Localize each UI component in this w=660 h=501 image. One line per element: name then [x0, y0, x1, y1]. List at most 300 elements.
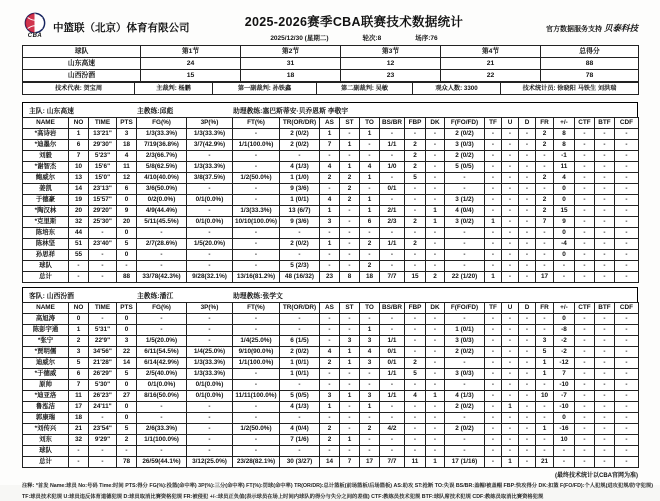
- cba-logo-icon: [22, 12, 48, 42]
- stat-cell: -: [380, 195, 405, 206]
- legend-line-2: TF:球员技术犯规 U:球员违反体育道德犯规 D:球员取消比赛资格犯规 FR:被侵犯 +/-:球员正负值(表示球员在场上时间内球队的得分与失分之间的差值) CTF:教练员技术犯规 BTF:球队席技术犯规 CDF:教练员取消比赛资格犯规: [22, 494, 544, 501]
- stat-cell: *迪墨尔: [23, 140, 69, 151]
- stat-cell: -: [595, 173, 615, 184]
- stat-cell: 1/1(100.0%): [137, 435, 187, 446]
- stat-cell: 22 (1/20): [445, 272, 485, 283]
- stat-cell: 44: [69, 228, 89, 239]
- stat-cell: -: [405, 424, 426, 435]
- table-row: [23, 261, 639, 272]
- stat-cell: 23/28(82.1%): [233, 457, 280, 468]
- stat-cell: -: [485, 206, 502, 217]
- stat-cell: -: [320, 314, 340, 325]
- stat-cell: 5: [536, 347, 554, 358]
- stat-cell: -: [340, 380, 360, 391]
- stat-cell: -: [89, 250, 117, 261]
- stat-cell: -: [89, 314, 117, 325]
- stat-cell: -: [536, 184, 554, 195]
- stat-cell: -: [575, 325, 595, 336]
- stat-cell: -: [187, 413, 233, 424]
- stat-cell: 9: [117, 206, 137, 217]
- stat-cell: 19: [69, 195, 89, 206]
- stat-cell: -: [89, 413, 117, 424]
- stat-cell: 1: [485, 217, 502, 228]
- column-header: FR: [536, 303, 554, 314]
- stat-cell: -: [405, 435, 426, 446]
- stat-cell: 3: [320, 217, 340, 228]
- table-row: [23, 162, 639, 173]
- stat-cell: 1: [320, 239, 340, 250]
- stat-cell: 9/28(32.1%): [187, 272, 233, 283]
- stat-cell: 2: [405, 151, 426, 162]
- stat-cell: 2: [320, 435, 340, 446]
- stat-cell: -: [502, 261, 519, 272]
- stat-cell: 1/5(20.0%): [187, 239, 233, 250]
- stat-cell: -: [320, 250, 340, 261]
- stat-cell: 1/3(33.3%): [137, 129, 187, 140]
- column-header: NAME: [23, 303, 69, 314]
- column-header: 3P(%): [187, 303, 233, 314]
- stat-cell: -: [595, 457, 615, 468]
- column-header: U: [502, 303, 519, 314]
- stat-cell: 15'6": [89, 162, 117, 173]
- stat-cell: 1/3(33.3%): [187, 162, 233, 173]
- stat-cell: -: [595, 129, 615, 140]
- stat-cell: -: [340, 217, 360, 228]
- stat-cell: -: [405, 314, 426, 325]
- stat-cell: 78: [117, 457, 137, 468]
- stat-cell: -: [187, 314, 233, 325]
- stat-cell: 32: [69, 217, 89, 228]
- stat-cell: -: [69, 446, 89, 457]
- stat-cell: 0: [554, 250, 575, 261]
- stat-cell: 1 (0/1): [280, 358, 320, 369]
- stat-cell: -: [575, 424, 595, 435]
- stat-cell: 陈培东: [23, 228, 69, 239]
- column-header: FBP: [405, 303, 426, 314]
- company-name: 中篮联（北京）体育有限公司: [53, 21, 190, 34]
- stat-cell: -: [615, 446, 639, 457]
- stat-cell: -: [233, 314, 280, 325]
- column-header: 第4节: [441, 46, 541, 58]
- stat-cell: 33/78(42.3%): [137, 272, 187, 283]
- stat-cell: 5'23": [89, 151, 117, 162]
- stat-cell: -: [426, 369, 445, 380]
- stat-cell: -: [426, 380, 445, 391]
- column-header: DK: [426, 303, 445, 314]
- stat-cell: 12: [117, 173, 137, 184]
- stat-cell: 1/1(100.0%): [233, 140, 280, 151]
- column-header: AS: [320, 118, 340, 129]
- stat-cell: -: [595, 206, 615, 217]
- stat-cell: -: [187, 435, 233, 446]
- stat-cell: -: [485, 402, 502, 413]
- stat-cell: -: [575, 129, 595, 140]
- stat-cell: 10/10(100.0%): [233, 217, 280, 228]
- stat-cell: 1/1: [380, 391, 405, 402]
- stat-cell: 31: [241, 58, 341, 70]
- stat-cell: 1: [426, 206, 445, 217]
- stat-cell: -: [575, 457, 595, 468]
- stat-cell: -: [502, 325, 519, 336]
- stat-cell: -: [485, 173, 502, 184]
- stat-cell: 1: [69, 129, 89, 140]
- stat-cell: -2: [554, 347, 575, 358]
- column-header: TF: [485, 118, 502, 129]
- table-row: [23, 336, 639, 347]
- stat-cell: -: [575, 217, 595, 228]
- stat-cell: -: [280, 228, 320, 239]
- stat-cell: 1: [426, 391, 445, 402]
- stat-cell: 2/5(40.0%): [137, 369, 187, 380]
- stat-cell: 1/2(50.0%): [233, 424, 280, 435]
- stat-cell: 2 (0/2): [445, 129, 485, 140]
- column-header: DK: [426, 118, 445, 129]
- stat-cell: -: [502, 435, 519, 446]
- stat-cell: 8: [554, 129, 575, 140]
- stat-cell: -: [360, 228, 380, 239]
- stat-cell: 0: [117, 413, 137, 424]
- stat-cell: 2: [536, 129, 554, 140]
- stat-cell: 11: [117, 162, 137, 173]
- stat-cell: -: [137, 314, 187, 325]
- stat-cell: -: [320, 184, 340, 195]
- stat-cell: 13'21": [89, 129, 117, 140]
- stat-cell: -: [187, 424, 233, 435]
- stat-cell: -: [340, 325, 360, 336]
- stat-cell: -: [426, 195, 445, 206]
- stat-cell: -: [117, 261, 137, 272]
- stat-cell: -: [485, 325, 502, 336]
- stat-cell: *张宁: [23, 336, 69, 347]
- stat-cell: -: [280, 314, 320, 325]
- stat-cell: -: [485, 336, 502, 347]
- stat-cell: -: [485, 195, 502, 206]
- stat-cell: -: [595, 402, 615, 413]
- stat-cell: -: [187, 402, 233, 413]
- stat-cell: -4: [554, 239, 575, 250]
- stat-cell: -: [137, 325, 187, 336]
- stat-cell: 山东高速: [23, 58, 141, 70]
- stat-cell: -: [405, 228, 426, 239]
- home-team-band: [22, 102, 638, 117]
- stat-cell: -: [575, 140, 595, 151]
- stat-cell: 高旭涛: [23, 314, 69, 325]
- stat-cell: -: [360, 140, 380, 151]
- stat-cell: 2: [360, 424, 380, 435]
- stat-cell: 1: [340, 358, 360, 369]
- stat-cell: -: [405, 446, 426, 457]
- stat-cell: -: [280, 380, 320, 391]
- stat-cell: -: [575, 173, 595, 184]
- stat-cell: 2 (0/2): [445, 424, 485, 435]
- stat-cell: -: [380, 250, 405, 261]
- stat-cell: -: [69, 261, 89, 272]
- round-label: 轮次:8: [362, 35, 382, 42]
- stat-cell: -: [69, 272, 89, 283]
- stat-cell: 观众人数: 3300: [413, 83, 501, 95]
- stat-cell: -: [485, 162, 502, 173]
- away-stats-table: [22, 302, 639, 468]
- stat-cell: -12: [554, 358, 575, 369]
- home-stats-table: [22, 117, 639, 283]
- stat-cell: -: [445, 261, 485, 272]
- stat-cell: 1: [320, 129, 340, 140]
- stat-cell: -: [485, 358, 502, 369]
- column-header: U: [502, 118, 519, 129]
- stat-cell: 1: [340, 347, 360, 358]
- column-header: FT(%): [233, 118, 280, 129]
- stat-cell: -: [615, 151, 639, 162]
- stat-cell: -: [615, 206, 639, 217]
- stat-cell: 11: [554, 162, 575, 173]
- stat-cell: 3/12(25.0%): [187, 457, 233, 468]
- column-header: FR: [536, 118, 554, 129]
- stat-cell: -: [615, 325, 639, 336]
- column-header: D: [519, 303, 536, 314]
- away-coach-label: 主教练:潘江: [137, 293, 174, 300]
- stat-cell: -: [445, 413, 485, 424]
- stat-cell: -: [519, 261, 536, 272]
- stat-cell: -: [360, 250, 380, 261]
- away-team-band: [22, 287, 638, 302]
- stat-cell: -: [519, 140, 536, 151]
- totals-row: [23, 457, 639, 468]
- stat-cell: 30 (3/27): [280, 457, 320, 468]
- stat-cell: -: [426, 239, 445, 250]
- column-header: +/-: [554, 118, 575, 129]
- stat-cell: 22: [117, 347, 137, 358]
- stat-cell: -: [405, 129, 426, 140]
- stat-cell: 13/16(81.2%): [233, 272, 280, 283]
- table-row: [23, 314, 639, 325]
- column-header: F(FO/FD): [445, 118, 485, 129]
- stat-cell: -: [380, 325, 405, 336]
- stat-cell: -: [340, 228, 360, 239]
- official-site-note: (最终技术统计以CBA官网为准): [555, 473, 638, 479]
- stat-cell: -: [320, 413, 340, 424]
- stat-cell: -: [595, 413, 615, 424]
- stat-cell: -: [320, 446, 340, 457]
- stat-cell: -: [595, 272, 615, 283]
- stat-cell: 1: [320, 206, 340, 217]
- header-row: [23, 118, 639, 129]
- stat-cell: 23'13": [89, 184, 117, 195]
- column-header: NAME: [23, 118, 69, 129]
- stat-cell: -: [426, 325, 445, 336]
- stat-cell: -: [536, 151, 554, 162]
- stat-cell: 8: [340, 272, 360, 283]
- stat-cell: -: [595, 228, 615, 239]
- stat-cell: -: [340, 424, 360, 435]
- stat-cell: -: [360, 446, 380, 457]
- stat-cell: 孙思祥: [23, 250, 69, 261]
- stat-cell: 刘毅: [23, 151, 69, 162]
- stat-cell: -: [519, 184, 536, 195]
- stat-cell: -: [69, 457, 89, 468]
- stat-cell: -: [536, 446, 554, 457]
- stat-cell: -: [405, 206, 426, 217]
- stat-cell: -: [595, 217, 615, 228]
- stat-cell: 88: [117, 272, 137, 283]
- stat-cell: -: [426, 129, 445, 140]
- stat-cell: 4: [320, 195, 340, 206]
- stat-cell: -: [426, 151, 445, 162]
- stat-cell: 3: [536, 336, 554, 347]
- stat-cell: 29'20": [89, 206, 117, 217]
- stat-cell: 23'54": [89, 424, 117, 435]
- table-row: [23, 217, 639, 228]
- stat-cell: -: [595, 380, 615, 391]
- stat-cell: 1: [360, 173, 380, 184]
- stat-cell: -: [502, 184, 519, 195]
- table-row: [23, 70, 639, 82]
- stat-cell: -: [485, 446, 502, 457]
- stat-cell: 1/1: [380, 336, 405, 347]
- stat-cell: 2 (0/2): [280, 140, 320, 151]
- stat-cell: -: [536, 325, 554, 336]
- stat-cell: 2: [405, 239, 426, 250]
- stat-cell: -: [536, 314, 554, 325]
- stat-cell: -: [615, 380, 639, 391]
- stat-cell: 13 (6/7): [280, 206, 320, 217]
- stat-cell: *谢智杰: [23, 162, 69, 173]
- stat-cell: -: [233, 239, 280, 250]
- support-brand: 贝泰科技: [603, 23, 638, 33]
- stat-cell: 2: [320, 358, 340, 369]
- stat-cell: 1: [502, 457, 519, 468]
- stat-cell: -: [340, 239, 360, 250]
- stat-cell: -: [575, 239, 595, 250]
- stat-cell: 球队: [23, 446, 69, 457]
- stat-cell: -: [519, 391, 536, 402]
- stat-cell: 技术代表: 贺宝周: [23, 83, 135, 95]
- stat-cell: 26'29": [89, 369, 117, 380]
- stat-cell: 27: [117, 391, 137, 402]
- stat-cell: 1: [426, 457, 445, 468]
- stat-cell: 4/10(40.0%): [137, 173, 187, 184]
- stat-cell: 13: [69, 173, 89, 184]
- stat-cell: 23: [341, 70, 441, 82]
- stat-cell: -: [485, 380, 502, 391]
- stat-cell: 2: [426, 272, 445, 283]
- stat-cell: 1 (0/1): [280, 369, 320, 380]
- stat-cell: 22'9": [89, 336, 117, 347]
- stat-cell: -: [615, 424, 639, 435]
- stat-cell: -: [615, 195, 639, 206]
- stat-cell: -: [502, 347, 519, 358]
- stat-cell: 3 (1/2): [445, 195, 485, 206]
- stat-cell: -: [575, 162, 595, 173]
- stat-cell: -: [595, 424, 615, 435]
- stat-cell: 0: [554, 228, 575, 239]
- stat-cell: -16: [554, 424, 575, 435]
- stat-cell: 20: [69, 206, 89, 217]
- stat-cell: *贾明儒: [23, 347, 69, 358]
- stat-cell: -: [575, 402, 595, 413]
- stat-cell: -: [615, 261, 639, 272]
- stat-cell: 1: [360, 402, 380, 413]
- stat-cell: 7/7: [380, 272, 405, 283]
- stat-cell: -: [502, 446, 519, 457]
- stat-cell: *陶汉林: [23, 206, 69, 217]
- stat-cell: -: [445, 228, 485, 239]
- stat-cell: -: [426, 336, 445, 347]
- stat-cell: -: [340, 369, 360, 380]
- stat-cell: *克里斯: [23, 217, 69, 228]
- stat-cell: 3: [360, 358, 380, 369]
- stat-cell: -: [595, 314, 615, 325]
- table-row: [23, 184, 639, 195]
- stat-cell: -: [519, 336, 536, 347]
- stat-cell: 迪威尔: [23, 358, 69, 369]
- stat-cell: -: [485, 347, 502, 358]
- stat-cell: 2 (0/2): [445, 402, 485, 413]
- stat-cell: -: [320, 261, 340, 272]
- stat-cell: -: [554, 272, 575, 283]
- stat-cell: -: [595, 446, 615, 457]
- stat-cell: -: [233, 402, 280, 413]
- stat-cell: 5: [117, 424, 137, 435]
- stat-cell: -: [233, 369, 280, 380]
- stat-cell: 88: [541, 58, 639, 70]
- stat-cell: 5'30": [89, 380, 117, 391]
- stat-cell: -: [426, 424, 445, 435]
- stat-cell: -2: [554, 336, 575, 347]
- stat-cell: -: [519, 347, 536, 358]
- stat-cell: -: [445, 250, 485, 261]
- stat-cell: -: [187, 184, 233, 195]
- stat-cell: -: [575, 228, 595, 239]
- stat-cell: -: [519, 173, 536, 184]
- stat-cell: -10: [554, 380, 575, 391]
- stat-cell: -: [485, 314, 502, 325]
- stat-cell: 1/2(50.0%): [233, 173, 280, 184]
- stat-cell: -: [502, 239, 519, 250]
- stat-cell: 3: [69, 347, 89, 358]
- stat-cell: 4/2: [380, 424, 405, 435]
- stat-cell: -: [485, 435, 502, 446]
- stat-cell: 4 (0/4): [445, 206, 485, 217]
- stat-cell: -: [137, 250, 187, 261]
- stat-cell: 1: [360, 195, 380, 206]
- top-header: [0, 0, 660, 45]
- stat-cell: -: [89, 272, 117, 283]
- stat-cell: -: [360, 184, 380, 195]
- stat-cell: 5: [117, 239, 137, 250]
- stat-cell: 15: [554, 206, 575, 217]
- column-header: 球队: [23, 46, 141, 58]
- stat-cell: -: [137, 402, 187, 413]
- stat-cell: 6: [69, 369, 89, 380]
- stat-cell: 5/8(62.5%): [137, 162, 187, 173]
- stat-cell: -: [554, 457, 575, 468]
- stat-cell: 3 (0/3): [445, 369, 485, 380]
- stat-cell: 9: [554, 217, 575, 228]
- stat-cell: -8: [554, 325, 575, 336]
- table-row: [23, 435, 639, 446]
- stat-cell: 51: [69, 239, 89, 250]
- stat-cell: -: [615, 358, 639, 369]
- stat-cell: 3: [117, 129, 137, 140]
- stat-cell: -: [405, 336, 426, 347]
- column-header: PTS: [117, 303, 137, 314]
- stat-cell: 1: [340, 435, 360, 446]
- stat-cell: 78: [541, 70, 639, 82]
- stat-cell: -: [615, 402, 639, 413]
- table-row: [23, 195, 639, 206]
- stat-cell: 2: [536, 195, 554, 206]
- stat-cell: -: [445, 173, 485, 184]
